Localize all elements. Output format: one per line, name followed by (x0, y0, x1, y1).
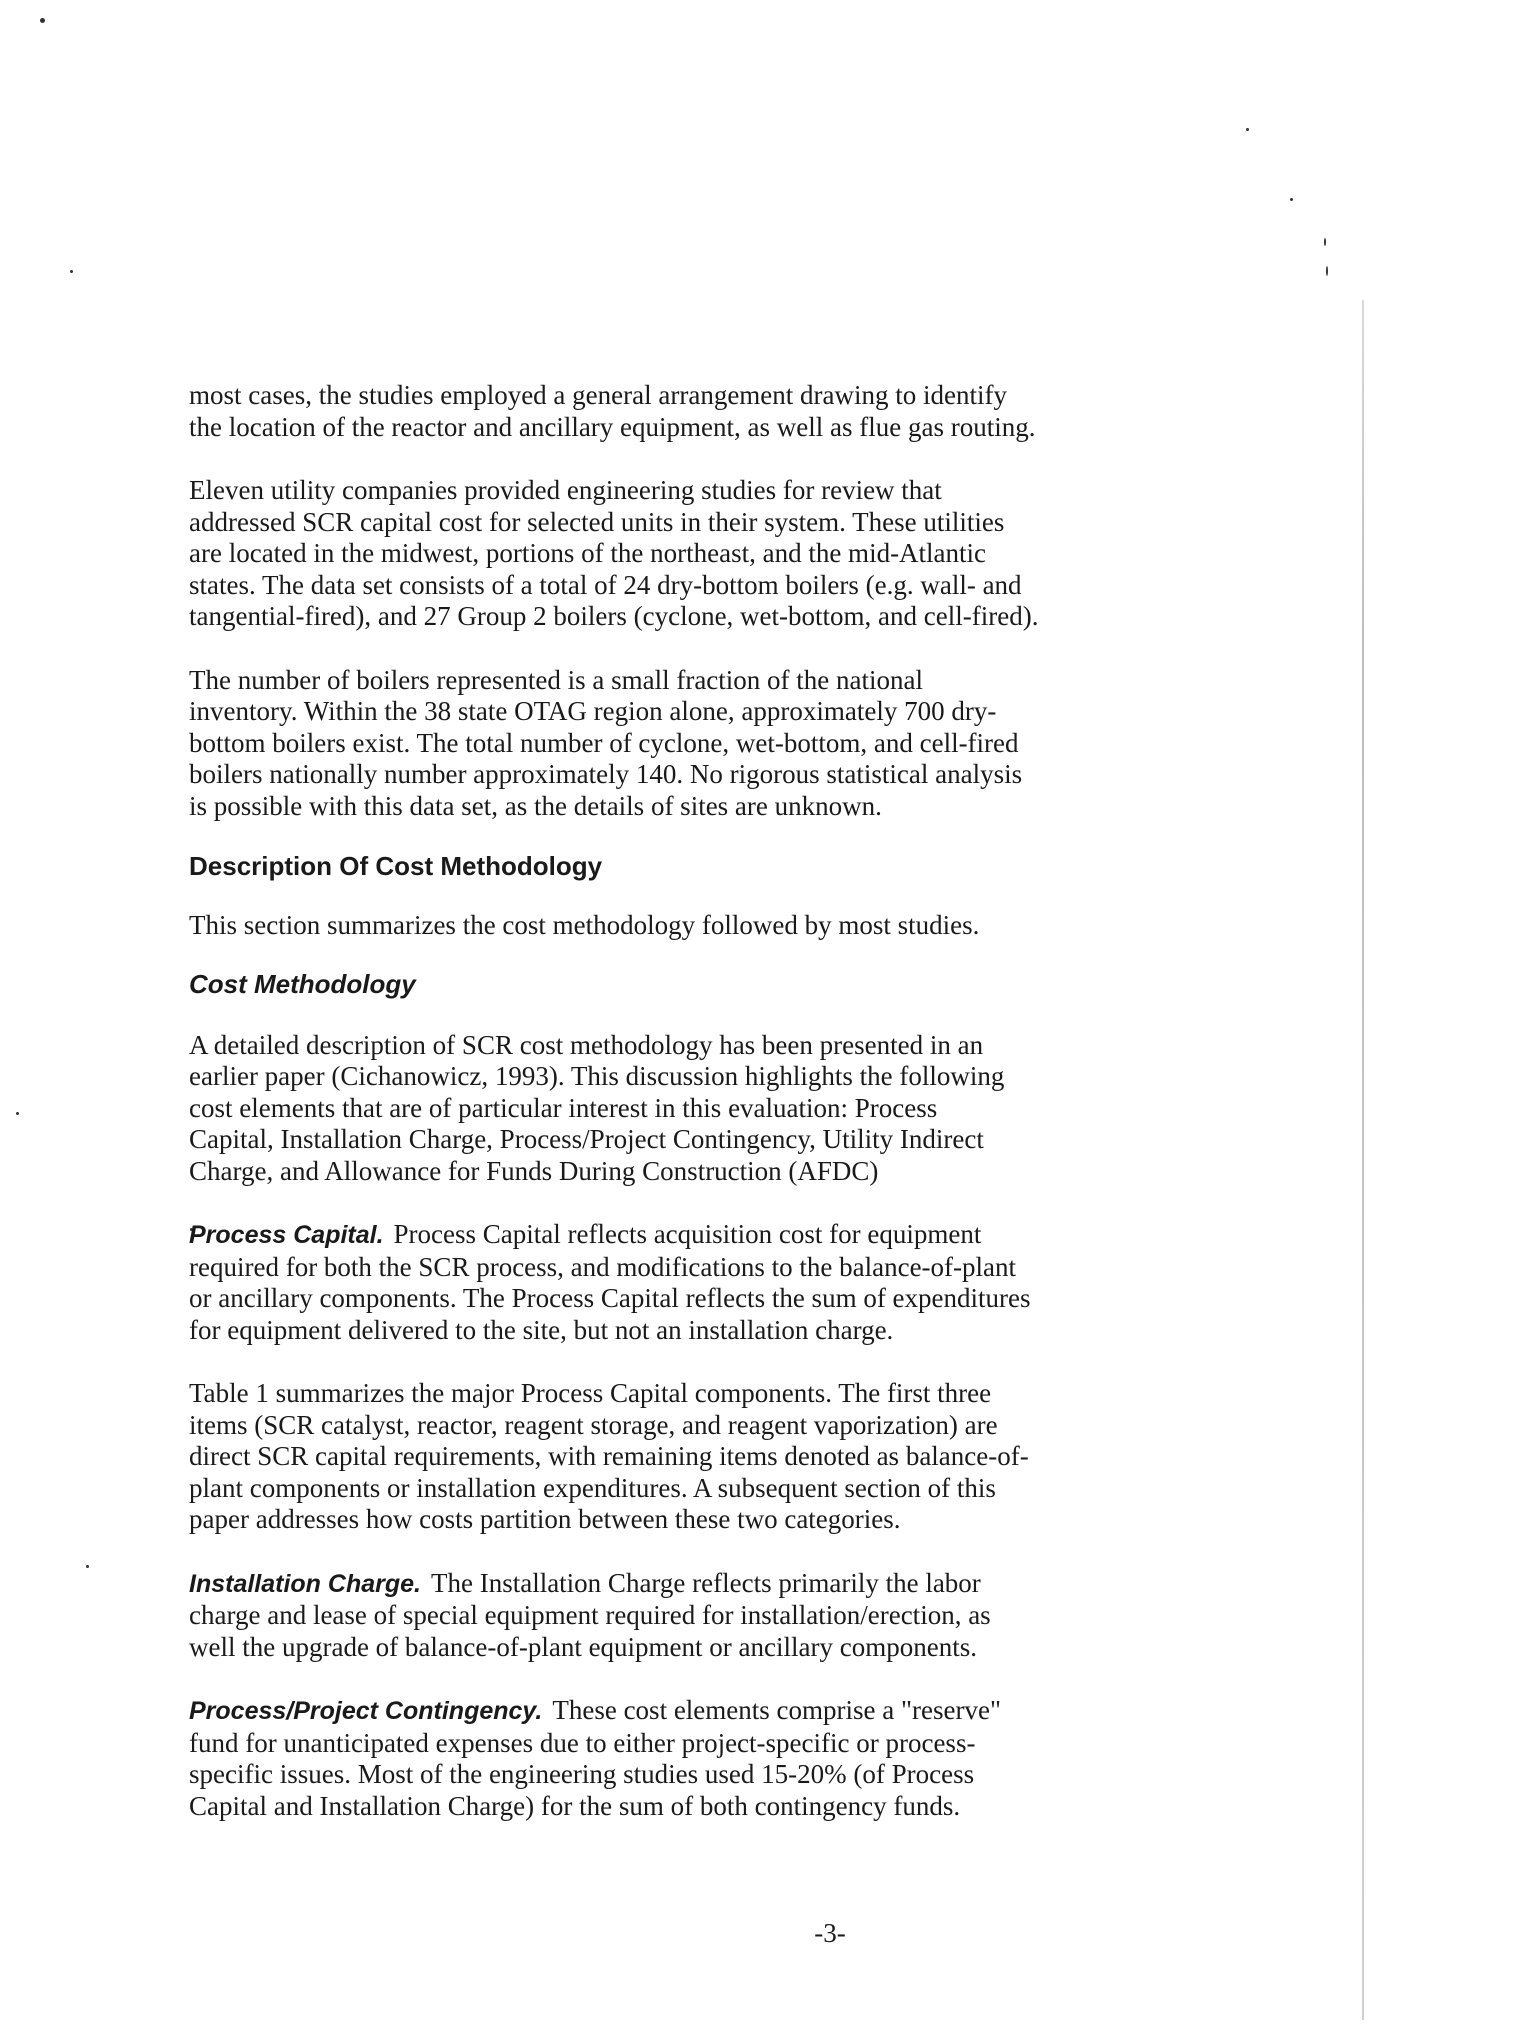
text-line: are located in the midwest, portions of the northeast, and the mid-Atlantic (189, 538, 987, 568)
scan-speck (70, 270, 73, 273)
text-line: fund for unanticipated expenses due to either project-specific or process- (189, 1727, 976, 1758)
runin-heading-process-capital: Process Capital. (189, 1221, 384, 1249)
paragraph-detailed-description (189, 1030, 1189, 1188)
text-line (189, 1219, 1189, 1252)
runin-heading-contingency: Process/Project Contingency. (189, 1697, 543, 1725)
text-line: the location of the reactor and ancillary equipment, as well as flue gas routing. (189, 411, 1036, 442)
text-line: items (SCR catalyst, reactor, reagent storage, and reagent vaporization) are (189, 1409, 998, 1440)
text-line (189, 1695, 1189, 1728)
text-line: is possible with this data set, as the details of sites are unknown. (189, 790, 882, 821)
text-line: tangential-fired), and 27 Group 2 boilers (cyclone, wet-bottom, and cell-fired). (189, 601, 1039, 631)
text-segment: The Installation Charge reflects primarily the labor (430, 1567, 981, 1598)
paragraph-boiler-inventory (189, 665, 1189, 823)
paragraph-section-summary (189, 910, 1189, 942)
subsection-heading-cost-methodology: Cost Methodology (189, 968, 416, 999)
text-line: states. The data set consists of a total of 24 dry-bottom boilers (e.g. wall- and (189, 569, 1022, 600)
text-line: specific issues. Most of the engineering studies used 15-20% (of Process (189, 1759, 975, 1789)
scan-speck (1326, 266, 1328, 276)
paragraph-table-summary (189, 1378, 1189, 1536)
text-line: most cases, the studies employed a general arrangement drawing to identify (189, 380, 1007, 410)
scan-speck (86, 1565, 89, 1568)
paragraph-process-capital (189, 1219, 1189, 1346)
text-line: bottom boilers exist. The total number of cyclone, wet-bottom, and cell-fired (189, 727, 1019, 758)
scan-edge-line (1362, 300, 1364, 2020)
page-number: -3- (814, 1918, 846, 1948)
text-line: Eleven utility companies provided engineering studies for review that (189, 475, 942, 505)
text-line: boilers nationally number approximately 140. No rigorous statistical analysis (189, 759, 1023, 789)
text-line: Capital, Installation Charge, Process/Project Contingency, Utility Indirect (189, 1124, 984, 1154)
text-line: for equipment delivered to the site, but not an installation charge. (189, 1314, 894, 1345)
scan-speck (1324, 238, 1326, 246)
text-segment: Process Capital reflects acquisition cost for equipment (393, 1219, 982, 1249)
text-segment: These cost elements comprise a "reserve" (552, 1695, 1001, 1725)
scan-speck (1290, 198, 1293, 201)
text-line: plant components or installation expenditures. A subsequent section of this (189, 1472, 996, 1503)
scan-speck (40, 18, 45, 23)
text-line: inventory. Within the 38 state OTAG region alone, approximately 700 dry- (189, 696, 997, 726)
document-body (189, 380, 1189, 1822)
text-line: addressed SCR capital cost for selected units in their system. These utilities (189, 506, 1005, 537)
paragraph-study-arrangement (189, 380, 1189, 443)
text-line: or ancillary components. The Process Capital reflects the sum of expenditures (189, 1283, 1031, 1313)
section-heading-description: Description Of Cost Methodology (189, 851, 603, 881)
text-line: required for both the SCR process, and modifications to the balance-of-plant (189, 1251, 1017, 1282)
scan-speck (1246, 128, 1249, 131)
text-line: well the upgrade of balance-of-plant equipment or ancillary components. (189, 1631, 977, 1662)
paragraph-utility-companies (189, 475, 1189, 633)
text-line: direct SCR capital requirements, with remaining items denoted as balance-of- (189, 1441, 1029, 1471)
text-line: earlier paper (Cichanowicz, 1993). This discussion highlights the following (189, 1061, 1005, 1091)
text-line: The number of boilers represented is a small fraction of the national (189, 664, 923, 695)
text-line: This section summarizes the cost methodology followed by most studies. (189, 910, 980, 940)
scan-speck (16, 1112, 19, 1115)
text-line: cost elements that are of particular interest in this evaluation: Process (189, 1092, 938, 1123)
text-line: A detailed description of SCR cost methodology has been presented in an (189, 1029, 984, 1060)
paragraph-contingency (189, 1695, 1189, 1822)
runin-heading-installation-charge: Installation Charge. (189, 1569, 421, 1598)
text-line: Charge, and Allowance for Funds During Construction (AFDC) (189, 1155, 879, 1186)
text-line: Table 1 summarizes the major Process Capital components. The first three (189, 1378, 992, 1408)
text-line: charge and lease of special equipment required for installation/erection, as (189, 1600, 991, 1630)
text-line: paper addresses how costs partition between these two categories. (189, 1504, 901, 1534)
paragraph-installation-charge (189, 1568, 1189, 1664)
text-line (189, 1568, 1189, 1601)
text-line: Capital and Installation Charge) for the sum of both contingency funds. (189, 1790, 961, 1821)
